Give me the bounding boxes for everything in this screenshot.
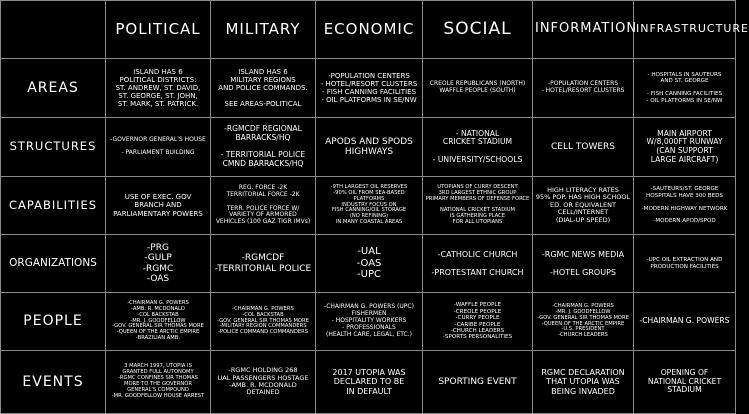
cell-people-social: -WAFFLE PEOPLE -CREOLE PEOPLE -CURRY PEOPLE -CARIBE PEOPLE -CHURCH LEADERS -SPORTS PERSONALITIES [423, 293, 533, 351]
cell-events-economic: 2017 UTOPIA WAS DECLARED TO BE IN DEFAULT [316, 351, 423, 414]
cell-structures-social: - NATIONAL CRICKET STADIUM - UNIVERSITY/SCHOOLS [423, 118, 533, 177]
row-header-structures: STRUCTURES [1, 118, 106, 177]
cell-organizations-economic: -UAL -OAS -UPC [316, 235, 423, 293]
cell-events-infrastructure: OPENING OF NATIONAL CRICKET STADIUM [634, 351, 736, 414]
cell-people-economic: -CHAIRMAN G. POWERS (UPC) FISHERMEN - HOSPITALITY WORKERS - PROFESSIONALS (HEALTH CARE, LEGAL, ETC.) [316, 293, 423, 351]
cell-areas-information: -POPULATION CENTERS - HOTEL/RESORT CLUSTERS [533, 59, 634, 118]
cell-capabilities-information: HIGH LITERACY RATES 95% POP. HAS HIGH SCHOOL ED. OR EQUIVALENT CELL/INTERNET (DIAL-UP SPEED) [533, 177, 634, 235]
column-header-information: INFORMATION [533, 1, 634, 59]
table-row-structures [1, 118, 736, 177]
cell-areas-political: ISLAND HAS 6 POLITICAL DISTRICTS: ST. ANDREW, ST. DAVID, ST. GEORGE, ST. JOHN, ST. MARK, ST. PATRICK. [106, 59, 211, 118]
row-header-capabilities: CAPABILITIES [1, 177, 106, 235]
cell-capabilities-infrastructure: -SAUTEURS/ST. GEORGE HOSPITALS HAVE 300 BEDS -MODERN HIGHWAY NETWORK -MODERN APOD/SPOD [634, 177, 736, 235]
cell-structures-information: CELL TOWERS [533, 118, 634, 177]
table-row-organizations [1, 235, 736, 293]
column-header-political: POLITICAL [106, 1, 211, 59]
cell-organizations-information: -RGMC NEWS MEDIA -HOTEL GROUPS [533, 235, 634, 293]
cell-events-political: 3 MARCH 1997, UTOPIA IS GRANTED FULL AUTONOMY -RGMC CONFINES SIR THOMAS MORE TO THE GOVERNOR GENERAL'S COMPOUND -MR. GOODFELLOW HOUSE ARREST [106, 351, 211, 414]
column-header-social: SOCIAL [423, 1, 533, 59]
cell-organizations-social: -CATHOLIC CHURCH -PROTESTANT CHURCH [423, 235, 533, 293]
cell-areas-economic: -POPULATION CENTERS - HOTEL/RESORT CLUSTERS - FISH CANNING FACILITIES - OIL PLATFORMS IN SE/NW [316, 59, 423, 118]
corner-cell [1, 1, 106, 59]
cell-capabilities-economic: -9TH LARGEST OIL RESERVES -90% OIL FROM SEA-BASED PLATFORMS INDUSTRY FOCUS ON FISH CANNING/OIL STORAGE (NO REFINING) IN MANY COASTAL AREAS [316, 177, 423, 235]
cell-structures-military: -RGMCDF REGIONAL BARRACKS/HQ - TERRITORIAL POLICE CMND BARRACKS/HQ [211, 118, 316, 177]
cell-people-information: -CHAIRMAN G. POWERS -MR. J. GOODFELLOW -GOV. GENERAL SIR THOMAS MORE -QUEEN OF THE ARCTIC EMPIRE -U.S. PRESIDENT -CHURCH LEADERS [533, 293, 634, 351]
table-row-capabilities [1, 177, 736, 235]
cell-structures-political: -GOVERNOR GENERAL'S HOUSE - PARLIAMENT BUILDING [106, 118, 211, 177]
table-row-people [1, 293, 736, 351]
table-row-areas [1, 59, 736, 118]
column-header-infrastructure: INFRASTRUCTURE [634, 1, 736, 59]
cell-areas-infrastructure: - HOSPITALS IN SAUTEURS AND ST. GEORGE - FISH CANNING FACILITIES - OIL PLATFORMS IN SE/NW [634, 59, 736, 118]
row-header-organizations: ORGANIZATIONS [1, 235, 106, 293]
column-header-economic: ECONOMIC [316, 1, 423, 59]
row-header-areas: AREAS [1, 59, 106, 118]
cell-events-information: RGMC DECLARATION THAT UTOPIA WAS BEING INVADED [533, 351, 634, 414]
cell-structures-economic: APODS AND SPODS HIGHWAYS [316, 118, 423, 177]
cell-capabilities-social: UTOPIANS OF CURRY DESCENT 3RD LARGEST ETHNIC GROUP PRIMARY MEMBERS OF DEFENSE FORCE NATIONAL CRICKET STADIUM IS GATHERING PLACE FOR ALL UTOPIANS [423, 177, 533, 235]
row-header-events: EVENTS [1, 351, 106, 414]
cell-events-social: SPORTING EVENT [423, 351, 533, 414]
cell-people-infrastructure: -CHAIRMAN G. POWERS [634, 293, 736, 351]
cell-events-military: -RGMC HOLDING 268 UAL PASSENGERS HOSTAGE -AMB. R. MCDONALD DETAINED [211, 351, 316, 414]
cell-capabilities-military: REG. FORCE -2K TERRITORIAL FORCE -2K TERR. POLICE FORCE W/ VARIETY OF ARMORED VEHICLES (100 GAZ TIGR IMVs) [211, 177, 316, 235]
cell-areas-social: CREOLE REPUBLICANS (NORTH) WAFFLE PEOPLE (SOUTH) [423, 59, 533, 118]
cell-organizations-political: -PRG -GULP -RGMC -OAS [106, 235, 211, 293]
cell-structures-infrastructure: MAIN AIRPORT W/8,000FT RUNWAY (CAN SUPPORT LARGE AIRCRAFT) [634, 118, 736, 177]
cell-capabilities-political: USE OF EXEC. GOV BRANCH AND PARLIAMENTARY POWERS [106, 177, 211, 235]
cell-people-military: -CHAIRMAN G. POWERS -COL BACKSTAB -GOV. GENERAL SIR THOMAS MORE -MILITARY REGION COMMANDERS -POLICE COMMAND COMMANDERS [211, 293, 316, 351]
cell-people-political: -CHAIRMAN G. POWERS -AMB. R. MCDONALD -COL BACKSTAB -MR. J. GOODFELLOW -GOV. GENERAL SIR THOMAS MORE -QUEEN OF THE ARCTIC EMPIRE -BRAZILIAN AMB. [106, 293, 211, 351]
column-header-military: MILITARY [211, 1, 316, 59]
row-header-people: PEOPLE [1, 293, 106, 351]
table-row-events [1, 351, 736, 414]
header-row [1, 1, 736, 59]
cell-organizations-military: -RGMCDF -TERRITORIAL POLICE [211, 235, 316, 293]
cell-organizations-infrastructure: -UPC OIL EXTRACTION AND PRODUCTION FACILITIES [634, 235, 736, 293]
cell-areas-military: ISLAND HAS 6 MILITARY REGIONS AND POLICE COMMANDS. SEE AREAS-POLITICAL [211, 59, 316, 118]
